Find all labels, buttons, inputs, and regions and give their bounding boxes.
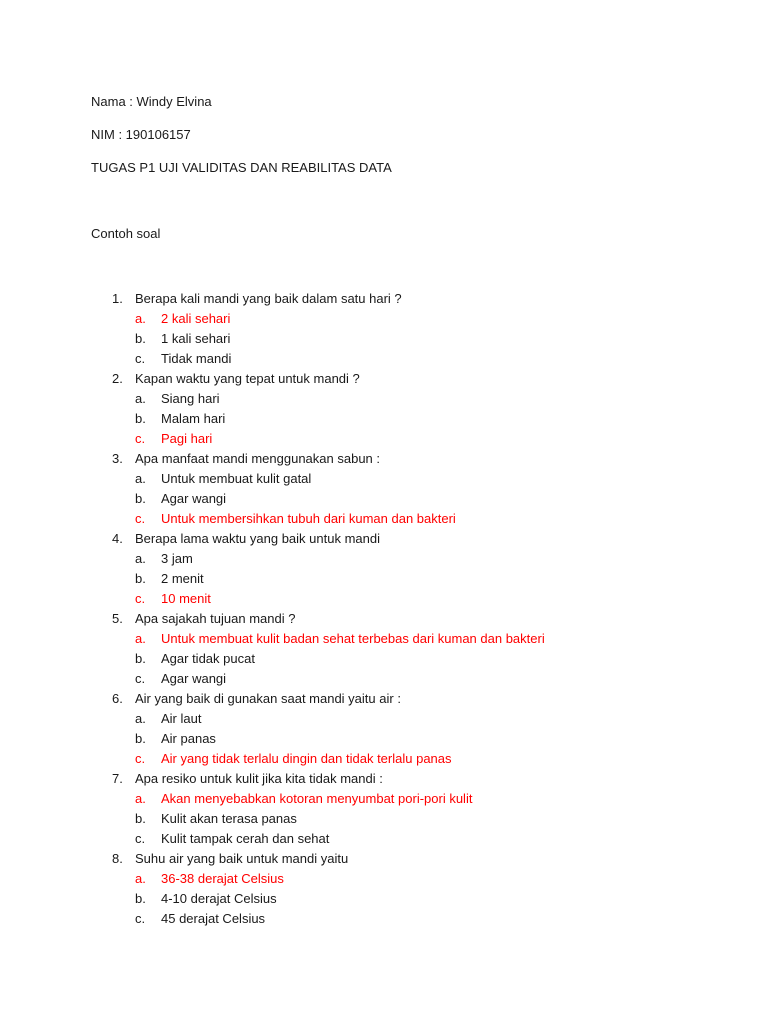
option-text: 36-38 derajat Celsius	[161, 871, 284, 886]
answer-option	[0, 911, 768, 931]
answer-option	[0, 891, 768, 911]
option-letter: b.	[135, 651, 146, 666]
question-text: Suhu air yang baik untuk mandi yaitu	[135, 851, 349, 866]
answer-option	[0, 651, 768, 671]
question-number: 6.	[112, 691, 123, 706]
question-text: Kapan waktu yang tepat untuk mandi ?	[135, 371, 360, 386]
question-text: Apa resiko untuk kulit jika kita tidak mandi :	[135, 771, 383, 786]
option-text: Kulit tampak cerah dan sehat	[161, 831, 330, 846]
option-text: 4-10 derajat Celsius	[161, 891, 277, 906]
question-item	[0, 451, 768, 471]
option-letter: a.	[135, 391, 146, 406]
option-letter: b.	[135, 891, 146, 906]
option-letter: b.	[135, 811, 146, 826]
option-letter: c.	[135, 671, 146, 686]
option-text: Agar tidak pucat	[161, 651, 255, 666]
answer-option-correct	[0, 431, 768, 451]
question-number: 1.	[112, 291, 123, 306]
option-letter: b.	[135, 731, 146, 746]
option-letter: a.	[135, 311, 146, 326]
question-number: 7.	[112, 771, 123, 786]
assignment-title: TUGAS P1 UJI VALIDITAS DAN REABILITAS DATA	[91, 160, 392, 175]
answer-option-correct	[0, 311, 768, 331]
option-text: 1 kali sehari	[161, 331, 231, 346]
question-item	[0, 371, 768, 391]
question-text: Air yang baik di gunakan saat mandi yaitu air :	[135, 691, 401, 706]
question-number: 8.	[112, 851, 123, 866]
option-text: Agar wangi	[161, 671, 227, 686]
question-item	[0, 531, 768, 551]
option-text: 2 kali sehari	[161, 311, 231, 326]
answer-option	[0, 551, 768, 571]
answer-option	[0, 811, 768, 831]
answer-option-correct	[0, 631, 768, 651]
option-letter: a.	[135, 551, 146, 566]
option-text: Air yang tidak terlalu dingin dan tidak terlalu panas	[161, 751, 452, 766]
option-letter: c.	[135, 511, 146, 526]
option-letter: c.	[135, 831, 146, 846]
option-text: Agar wangi	[161, 491, 227, 506]
answer-option-correct	[0, 591, 768, 611]
answer-option	[0, 391, 768, 411]
option-letter: a.	[135, 471, 146, 486]
answer-option-correct	[0, 751, 768, 771]
question-text: Berapa lama waktu yang baik untuk mandi	[135, 531, 380, 546]
question-number: 3.	[112, 451, 123, 466]
student-nim: NIM : 190106157	[91, 127, 191, 142]
option-letter: c.	[135, 591, 146, 606]
answer-option	[0, 471, 768, 491]
question-item	[0, 291, 768, 311]
option-letter: a.	[135, 791, 146, 806]
option-letter: b.	[135, 331, 146, 346]
option-letter: c.	[135, 751, 146, 766]
question-text: Apa manfaat mandi menggunakan sabun :	[135, 451, 381, 466]
option-letter: b.	[135, 491, 146, 506]
option-text: Air laut	[161, 711, 202, 726]
option-letter: a.	[135, 711, 146, 726]
option-text: Untuk membuat kulit gatal	[161, 471, 312, 486]
option-text: Pagi hari	[161, 431, 213, 446]
question-number: 2.	[112, 371, 123, 386]
question-list	[0, 291, 768, 931]
question-text: Berapa kali mandi yang baik dalam satu hari ?	[135, 291, 402, 306]
option-text: 2 menit	[161, 571, 204, 586]
answer-option	[0, 411, 768, 431]
question-item	[0, 851, 768, 871]
option-letter: c.	[135, 431, 146, 446]
answer-option	[0, 671, 768, 691]
section-heading: Contoh soal	[91, 226, 161, 241]
question-text: Apa sajakah tujuan mandi ?	[135, 611, 296, 626]
student-name: Nama : Windy Elvina	[91, 94, 212, 109]
option-text: Tidak mandi	[161, 351, 232, 366]
answer-option-correct	[0, 511, 768, 531]
question-item	[0, 611, 768, 631]
answer-option	[0, 351, 768, 371]
option-letter: b.	[135, 411, 146, 426]
option-text: Kulit akan terasa panas	[161, 811, 297, 826]
option-letter: a.	[135, 871, 146, 886]
answer-option	[0, 731, 768, 751]
option-text: Siang hari	[161, 391, 220, 406]
option-text: Malam hari	[161, 411, 226, 426]
question-item	[0, 771, 768, 791]
option-text: Untuk membuat kulit badan sehat terbebas dari kuman dan bakteri	[161, 631, 545, 646]
question-number: 5.	[112, 611, 123, 626]
option-text: Untuk membersihkan tubuh dari kuman dan bakteri	[161, 511, 456, 526]
answer-option	[0, 571, 768, 591]
answer-option-correct	[0, 791, 768, 811]
option-letter: a.	[135, 631, 146, 646]
option-text: 3 jam	[161, 551, 193, 566]
answer-option	[0, 491, 768, 511]
answer-option	[0, 331, 768, 351]
option-text: 45 derajat Celsius	[161, 911, 266, 926]
option-text: Air panas	[161, 731, 216, 746]
option-letter: b.	[135, 571, 146, 586]
option-text: 10 menit	[161, 591, 211, 606]
option-letter: c.	[135, 911, 146, 926]
answer-option-correct	[0, 871, 768, 891]
option-text: Akan menyebabkan kotoran menyumbat pori-pori kulit	[161, 791, 473, 806]
answer-option	[0, 831, 768, 851]
question-item	[0, 691, 768, 711]
answer-option	[0, 711, 768, 731]
question-number: 4.	[112, 531, 123, 546]
option-letter: c.	[135, 351, 146, 366]
